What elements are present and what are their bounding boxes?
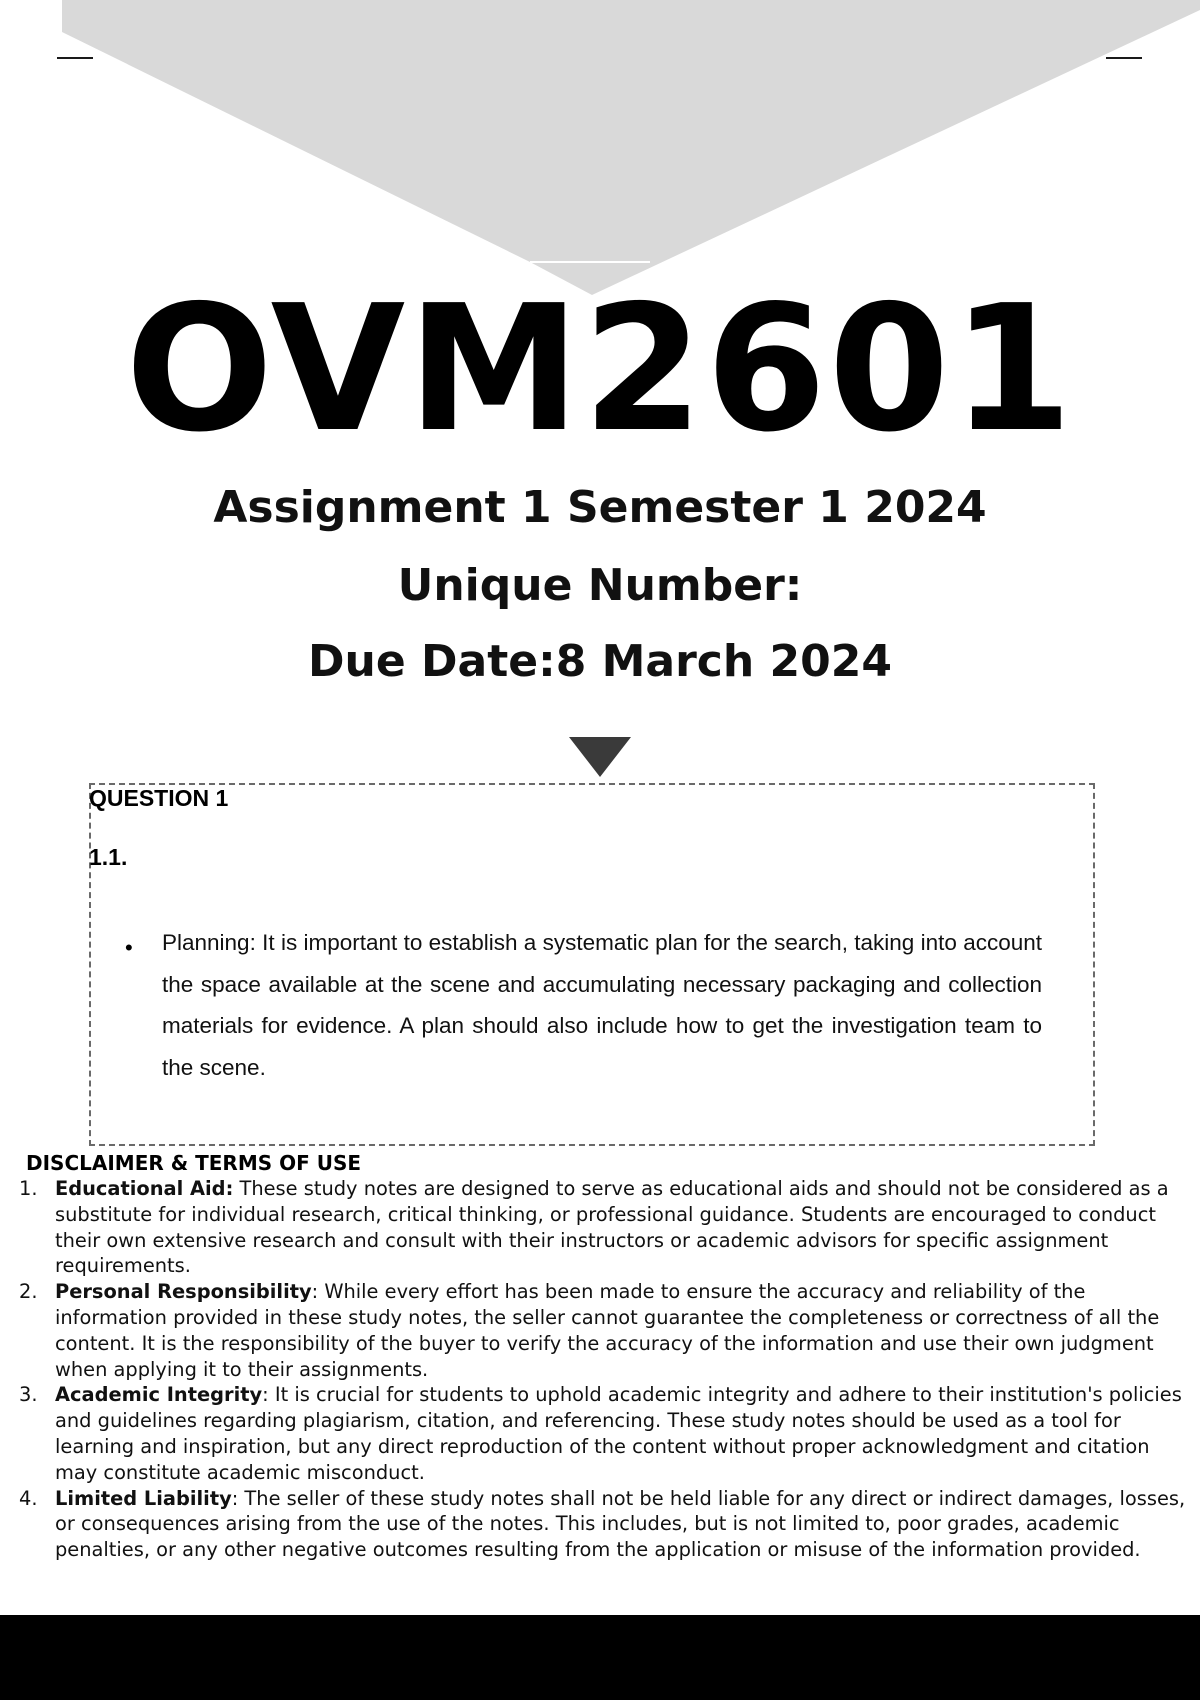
footer-bar bbox=[0, 1615, 1200, 1700]
unique-number-label: Unique Number: bbox=[397, 560, 803, 611]
down-triangle-icon bbox=[569, 737, 631, 777]
question-heading: QUESTION 1 bbox=[89, 785, 229, 811]
terms-item-text: These study notes are designed to serve as educational aids and should not be considered as a substitute for individual research, critical thinking, or professional guidance. Students are encouraged to conduct their own extensive research and consult with their instructors or academic advisors for specific assignment requirements. bbox=[55, 1177, 1169, 1278]
terms-item-educational-aid bbox=[0, 1176, 1190, 1279]
terms-item-number: 1. bbox=[19, 1177, 38, 1200]
question-subheading: 1.1. bbox=[89, 844, 128, 870]
terms-item-text: : While every effort has been made to ensure the accuracy and reliability of the information provided in these study notes, the seller cannot guarantee the completeness or correctness of all the content. It is the responsibility of the buyer to verify the accuracy of the information and use their own judgment when applying it to their assignments. bbox=[55, 1280, 1160, 1381]
terms-item-number: 3. bbox=[19, 1383, 38, 1407]
course-code-title: OVM2601 bbox=[125, 268, 1075, 471]
corner-mark-left bbox=[57, 57, 93, 59]
terms-item-limited-liability bbox=[0, 1486, 1190, 1563]
chevron-banner-fill bbox=[62, 0, 1200, 295]
terms-list bbox=[0, 1176, 1190, 1563]
bullet-icon: • bbox=[125, 935, 133, 960]
terms-item-heading: Limited Liability bbox=[55, 1486, 232, 1510]
chevron-banner-shape bbox=[0, 0, 1200, 300]
terms-item-number: 2. bbox=[19, 1280, 38, 1304]
terms-item-number: 4. bbox=[19, 1486, 38, 1510]
terms-item-heading: Educational Aid: bbox=[55, 1177, 234, 1200]
corner-mark-right bbox=[1106, 57, 1142, 59]
terms-item-text: : The seller of these study notes shall not be held liable for any direct or indirect damages, losses, or consequences arising from the use of the notes. This includes, but is not limited to, poor grades, academic penalties, or any other negative outcomes resulting from the application or misuse of the information provided. bbox=[55, 1486, 1186, 1562]
terms-item-personal-responsibility bbox=[0, 1279, 1190, 1382]
disclaimer-title: DISCLAIMER & TERMS OF USE bbox=[26, 1151, 362, 1175]
terms-item-heading: Personal Responsibility bbox=[55, 1280, 312, 1304]
due-date-label: Due Date:8 March 2024 bbox=[308, 636, 892, 687]
terms-item-heading: Academic Integrity bbox=[55, 1383, 263, 1407]
question-answer-paragraph: Planning: It is important to establish a systematic plan for the search, taking into account the space available at the scene and accumulating necessary packaging and collection materials for evidence. A plan should also include how to get the investigation team to the scene. bbox=[162, 930, 1042, 1080]
assignment-subtitle: Assignment 1 Semester 1 2024 bbox=[213, 482, 987, 533]
terms-item-academic-integrity bbox=[0, 1382, 1190, 1485]
terms-item-text: : It is crucial for students to uphold academic integrity and adhere to their institution's policies and guidelines regarding plagiarism, citation, and referencing. These study notes should be used as a tool for learning and inspiration, but any direct reproduction of the content without proper acknowledgment and citation may constitute academic misconduct. bbox=[55, 1383, 1182, 1484]
